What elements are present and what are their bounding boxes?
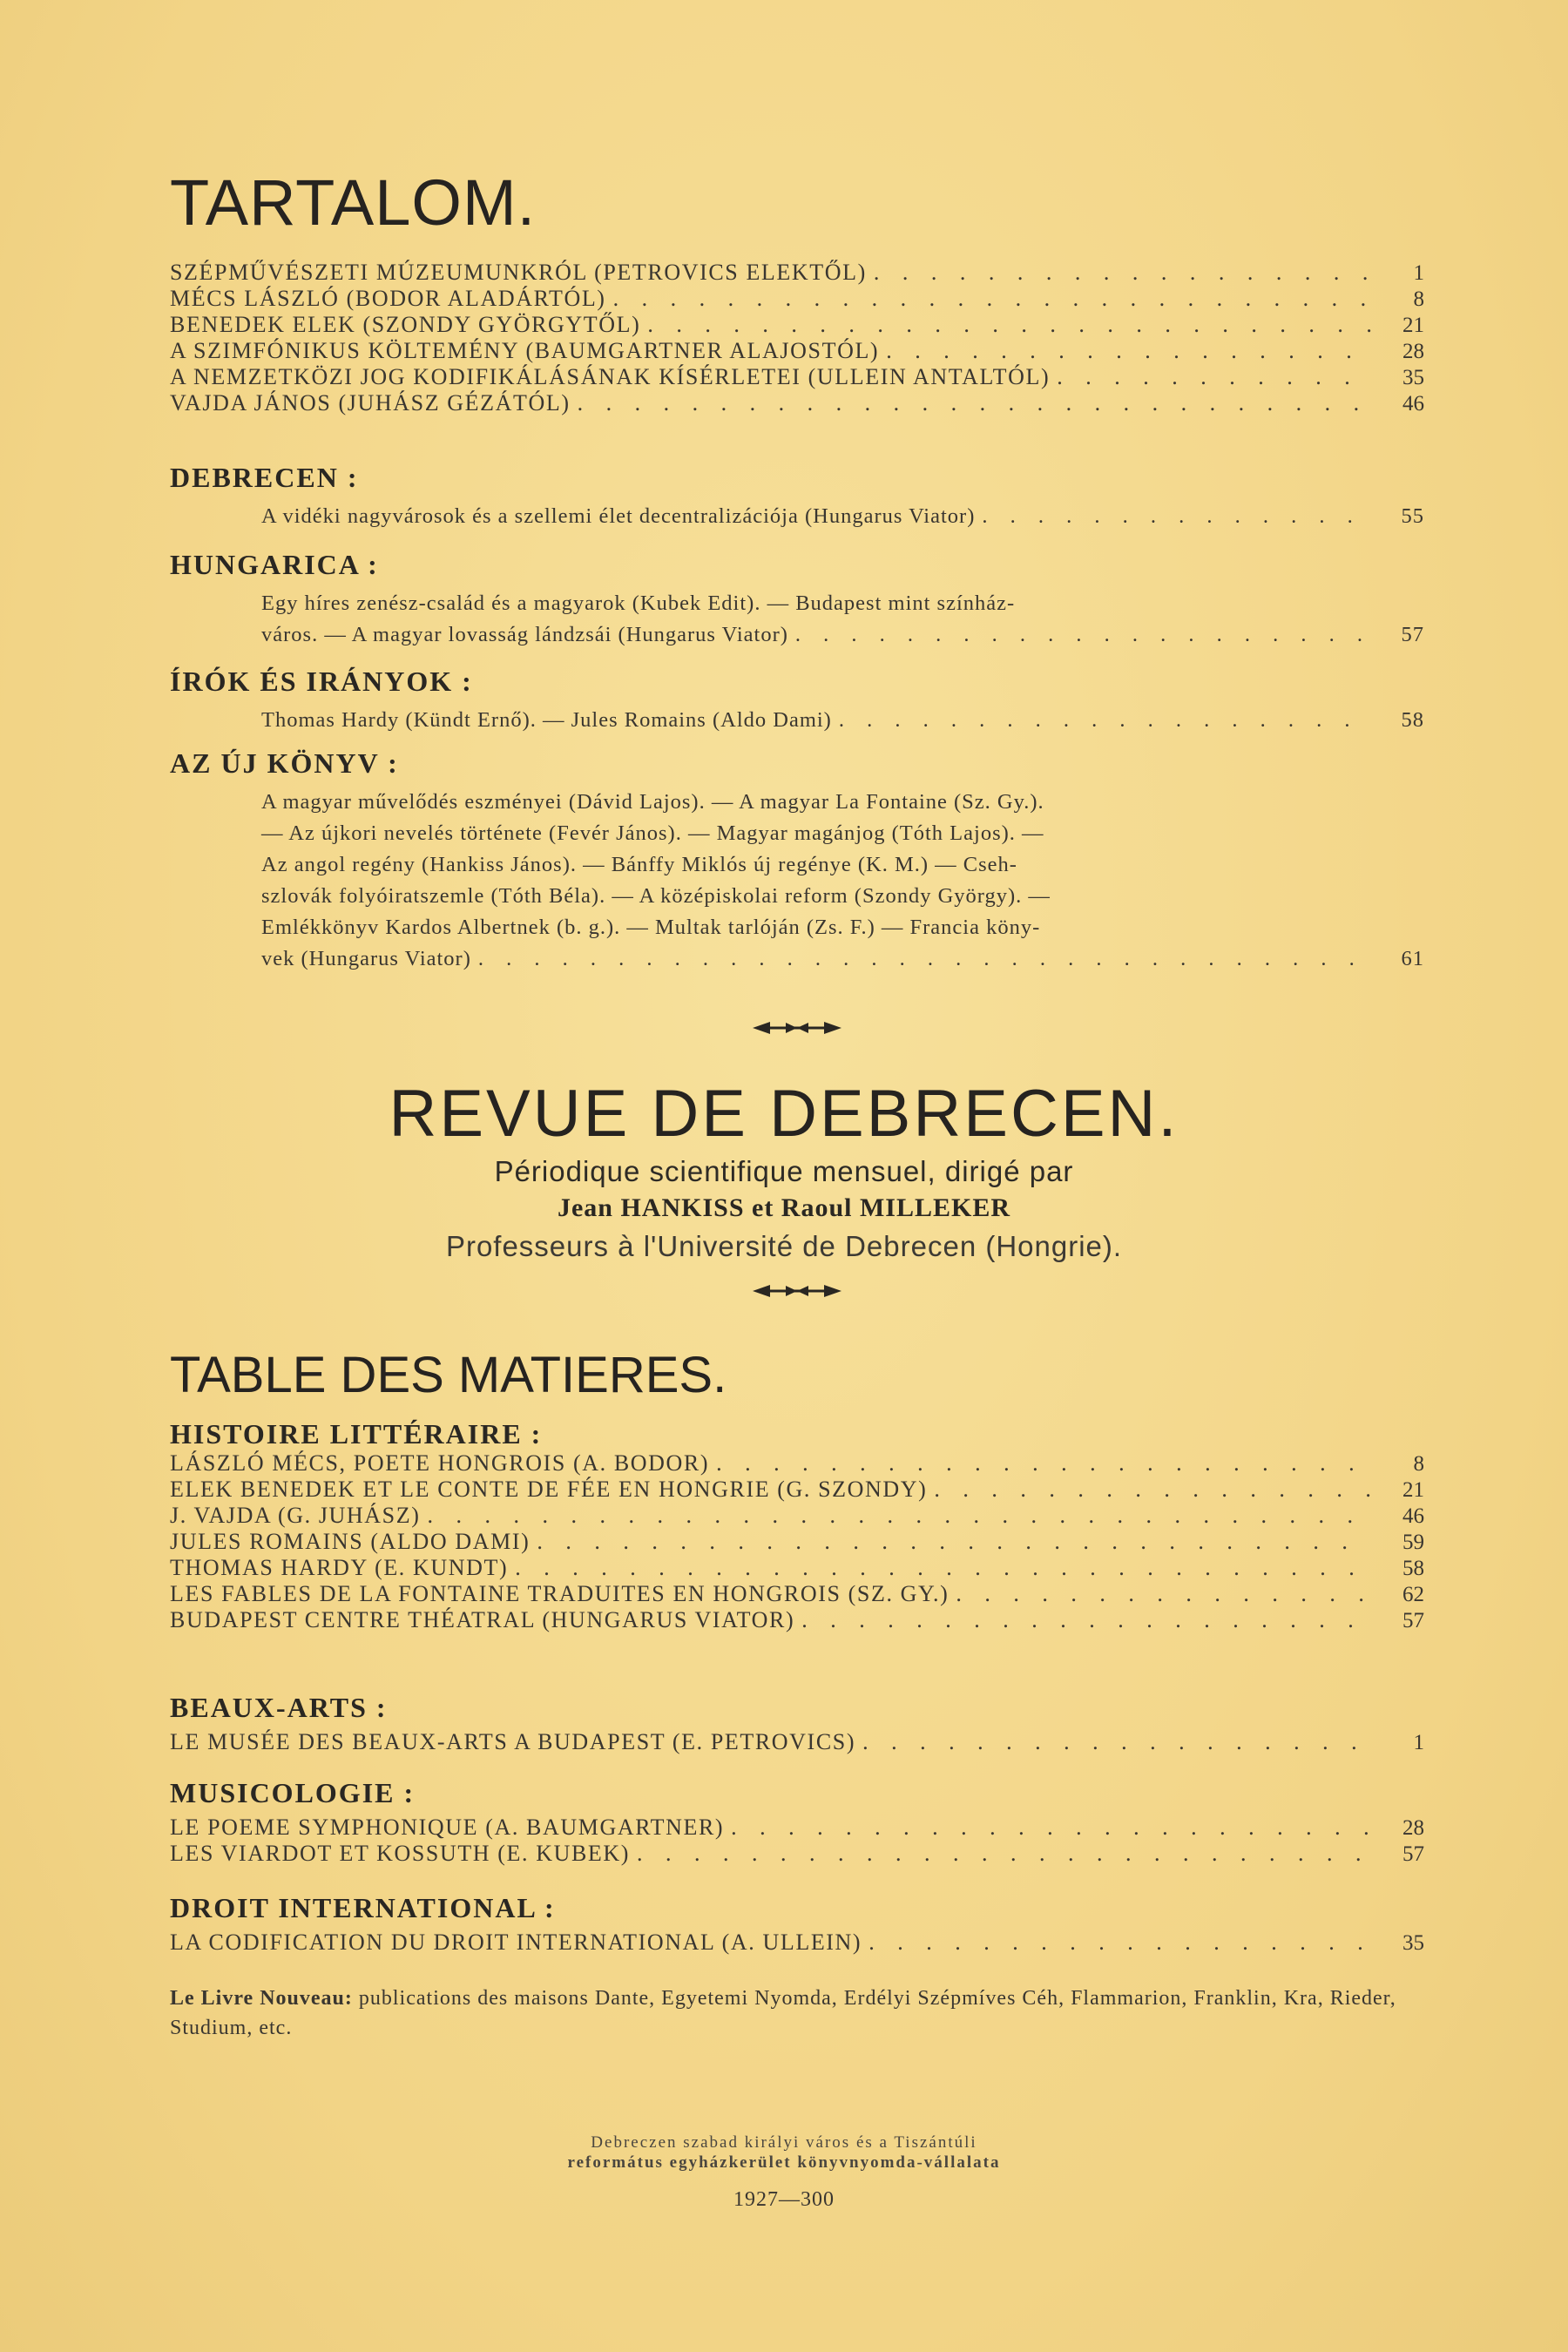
section-heading: DROIT INTERNATIONAL : — [170, 1892, 556, 1923]
toc-entry: VAJDA JÁNOS (JUHÁSZ GÉZÁTÓL) — [170, 390, 571, 416]
toc-row — [170, 1503, 1424, 1529]
livre-nouveau-note — [170, 1984, 1433, 2043]
page-number: 35 — [1402, 366, 1424, 389]
toc-entry: BUDAPEST CENTRE THÉATRAL (HUNGARUS VIATOR) — [170, 1607, 795, 1632]
section-line: Thomas Hardy (Kündt Ernő). — Jules Romains (Aldo Dami) . . . 58 — [170, 705, 1424, 736]
section-line: A vidéki nagyvárosok és a szellemi élet decentralizációja (Hungarus Viator) . . . 55 — [170, 501, 1424, 532]
revue-title: REVUE DE DEBRECEN. — [389, 1077, 1179, 1151]
section-az-uj-konyv — [170, 747, 1424, 975]
toc-entry: BENEDEK ELEK (SZONDY GYÖRGYTŐL) — [170, 312, 641, 337]
section-beaux-arts — [170, 1692, 1424, 1755]
ornament-divider — [749, 1019, 845, 1037]
toc-entry: LE MUSÉE DES BEAUX-ARTS A BUDAPEST (E. PETROVICS) — [170, 1729, 856, 1754]
page-number: 46 — [1402, 392, 1424, 416]
section-line: Az angol regény (Hankiss János). — Bánffy Miklós új regénye (K. M.) — Cseh- — [261, 853, 1017, 876]
section-debrecen — [170, 462, 1424, 532]
page-number: 59 — [1402, 1531, 1424, 1554]
ornament-divider — [749, 1282, 845, 1300]
page-number: 58 — [1402, 1557, 1424, 1580]
section-line: A magyar művelődés eszményei (Dávid Lajos). — A magyar La Fontaine (Sz. Gy.). — [261, 790, 1044, 814]
toc-entry: THOMAS HARDY (E. KUNDT) — [170, 1555, 509, 1580]
page-number: 35 — [1402, 1931, 1424, 1955]
hu-article-list — [170, 260, 1424, 416]
toc-row — [170, 364, 1424, 390]
toc-row — [170, 1477, 1424, 1503]
imprint-line: református egyházkerület könyvnyomda-vállalata — [567, 2153, 1001, 2172]
toc-row — [170, 1581, 1424, 1607]
page-number: 8 — [1413, 1452, 1424, 1476]
page-number: 1 — [1413, 261, 1424, 285]
toc-entry: J. VAJDA (G. JUHÁSZ) — [170, 1503, 421, 1528]
toc-entry: LÁSZLÓ MÉCS, POETE HONGROIS (A. BODOR) — [170, 1450, 710, 1476]
footnote-text: publications des maisons Dante, Egyetemi Nyomda, Erdélyi Szépmíves Céh, Flammarion, Franklin, Kra, Rieder, Studium, etc. — [170, 1987, 1396, 2039]
toc-row — [170, 1815, 1424, 1841]
toc-row — [170, 338, 1424, 364]
section-heading: BEAUX-ARTS : — [170, 1692, 388, 1723]
section-line: szlovák folyóiratszemle (Tóth Béla). — A középiskolai reform (Szondy György). — — [261, 884, 1051, 908]
page-number: 55 — [1401, 504, 1424, 528]
toc-row — [170, 1841, 1424, 1867]
toc-row — [170, 260, 1424, 286]
page-number: 1 — [1413, 1731, 1424, 1754]
toc-entry: LE POEME SYMPHONIQUE (A. BAUMGARTNER) — [170, 1815, 725, 1840]
section-heading: HISTOIRE LITTÉRAIRE : — [170, 1418, 543, 1450]
toc-row — [170, 1529, 1424, 1555]
toc-entry: A NEMZETKÖZI JOG KODIFIKÁLÁSÁNAK KÍSÉRLETEI (ULLEIN ANTALTÓL) — [170, 364, 1051, 389]
table-title: TABLE DES MATIERES. — [170, 1347, 727, 1403]
section-line: — Az újkori nevelés története (Fevér János). — Magyar magánjog (Tóth Lajos). — — [261, 821, 1044, 845]
section-droit-international — [170, 1892, 1424, 1956]
toc-row — [170, 390, 1424, 416]
page-number: 28 — [1402, 340, 1424, 363]
toc-row — [170, 1450, 1424, 1477]
hu-title: TARTALOM. — [170, 166, 537, 239]
imprint-line: Debreczen szabad királyi város és a Tiszántúli — [591, 2133, 977, 2152]
page-number: 21 — [1402, 1478, 1424, 1502]
page-number: 28 — [1402, 1816, 1424, 1840]
toc-row — [170, 286, 1424, 312]
printer-imprint — [0, 2132, 1568, 2173]
toc-entry: A SZIMFÓNIKUS KÖLTEMÉNY (BAUMGARTNER ALAJOSTÓL) — [170, 338, 880, 363]
section-heading: DEBRECEN : — [170, 462, 359, 493]
toc-row — [170, 1607, 1424, 1633]
toc-row — [170, 312, 1424, 338]
section-irok-es-iranyok — [170, 666, 1424, 736]
toc-entry: SZÉPMŰVÉSZETI MÚZEUMUNKRÓL (PETROVICS ELEKTŐL) — [170, 260, 867, 285]
toc-entry: MÉCS LÁSZLÓ (BODOR ALADÁRTÓL) — [170, 286, 606, 311]
page-number: 8 — [1413, 287, 1424, 311]
section-heading: MUSICOLOGIE : — [170, 1777, 416, 1808]
page-number: 61 — [1401, 947, 1424, 970]
revue-editors: Jean HANKISS et Raoul MILLEKER — [557, 1193, 1011, 1222]
toc-row — [170, 1729, 1424, 1755]
section-hungarica — [170, 549, 1424, 651]
page-number: 58 — [1401, 708, 1424, 732]
section-heading: HUNGARICA : — [170, 549, 379, 580]
revue-subtitle: Périodique scientifique mensuel, dirigé par — [494, 1155, 1074, 1187]
footnote-label: Le Livre Nouveau: — [170, 1987, 353, 2010]
page-number: 46 — [1402, 1504, 1424, 1528]
section-heading: ÍRÓK ÉS IRÁNYOK : — [170, 666, 473, 697]
toc-entry: ELEK BENEDEK ET LE CONTE DE FÉE EN HONGRIE (G. SZONDY) — [170, 1477, 928, 1502]
toc-entry: JULES ROMAINS (ALDO DAMI) — [170, 1529, 531, 1554]
section-line: Emlékkönyv Kardos Albertnek (b. g.). — Multak tarlóján (Zs. F.) — Francia köny- — [261, 916, 1041, 939]
print-year: 1927—300 — [733, 2188, 835, 2211]
section-line: vek (Hungarus Viator) . . . 61 — [170, 943, 1424, 975]
section-musicologie — [170, 1777, 1424, 1867]
page-number: 62 — [1402, 1583, 1424, 1606]
section-heading: AZ ÚJ KÖNYV : — [170, 747, 399, 779]
toc-row — [170, 1930, 1424, 1956]
page-number: 57 — [1401, 623, 1424, 646]
section-line: Egy híres zenész-család és a magyarok (Kubek Edit). — Budapest mint színház- — [261, 591, 1016, 615]
revue-affiliation: Professeurs à l'Université de Debrecen (Hongrie). — [445, 1230, 1123, 1262]
page-number: 57 — [1402, 1609, 1424, 1632]
toc-entry: LA CODIFICATION DU DROIT INTERNATIONAL (A. ULLEIN) — [170, 1930, 862, 1955]
page-number: 21 — [1402, 314, 1424, 337]
toc-row — [170, 1555, 1424, 1581]
toc-entry: LES VIARDOT ET KOSSUTH (E. KUBEK) — [170, 1841, 631, 1866]
page-number: 57 — [1402, 1842, 1424, 1866]
section-line: város. — A magyar lovasság lándzsái (Hungarus Viator) . . . 57 — [170, 619, 1424, 651]
section-histoire-litteraire — [170, 1418, 1424, 1633]
toc-entry: LES FABLES DE LA FONTAINE TRADUITES EN HONGROIS (SZ. GY.) — [170, 1581, 950, 1606]
